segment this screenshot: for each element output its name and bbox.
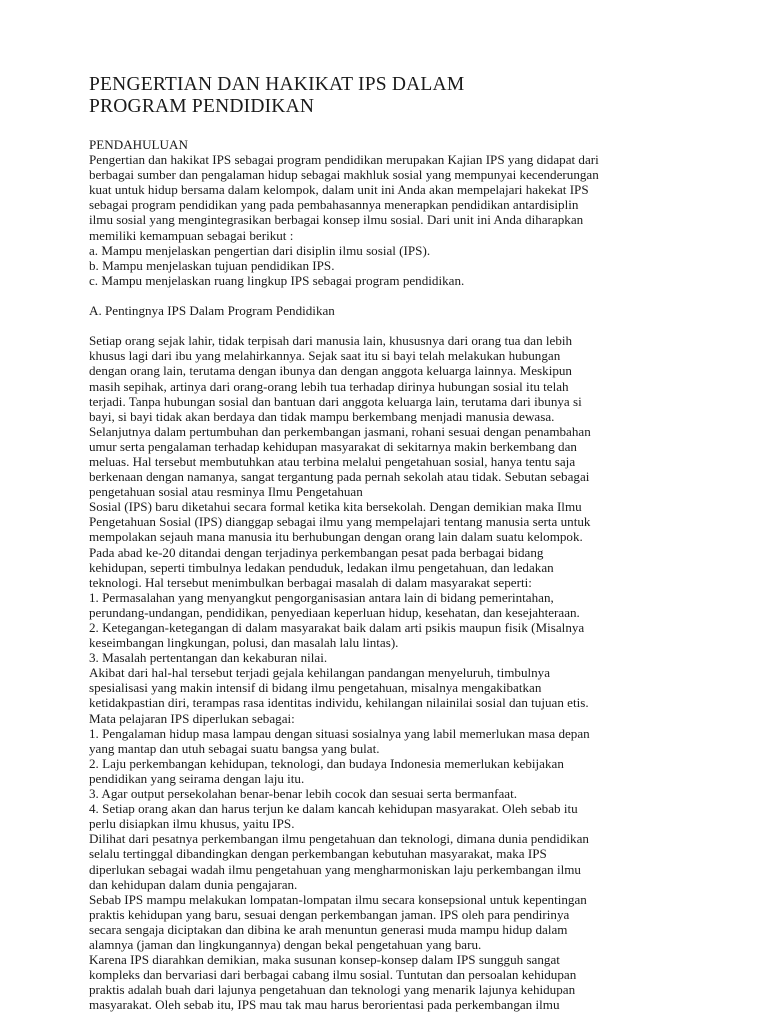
paragraph-line: spesialisasi yang makin intensif di bidang ilmu pengetahuan, misalnya mengakibatkan (89, 680, 542, 696)
numbered-item: 3. Masalah pertentangan dan kekaburan nilai. (89, 650, 328, 666)
paragraph-line: diperlukan sebagai wadah ilmu pengetahuan yang mengharmoniskan laju perkembangan ilmu (89, 861, 581, 877)
paragraph-line: masih sepihak, artinya dari orang-orang lebih tua terhadap dirinya hubungan sosial itu telah (89, 378, 569, 394)
paragraph-line: kehidupan, seperti timbulnya ledakan penduduk, ledakan ilmu pengetahuan, dan ledakan (89, 559, 554, 575)
paragraph-line: pengetahuan sosial atau resminya Ilmu Pengetahuan (89, 484, 363, 500)
paragraph-line: Setiap orang sejak lahir, tidak terpisah dari manusia lain, khususnya dari orang tua dan lebih (89, 333, 573, 349)
section-heading: PENDAHULUAN (89, 137, 188, 152)
paragraph-line: Sebab IPS mampu melakukan lompatan-lompatan ilmu secara konsepsional untuk kepentingan (89, 891, 587, 907)
paragraph-line: umur serta pengalaman terhadap kehidupan masyarakat di sekitarnya makin berkembang dan (89, 438, 577, 454)
numbered-item: 1. Pengalaman hidup masa lampau dengan situasi sosialnya yang labil memerlukan masa depan (89, 725, 590, 741)
paragraph-line: Selanjutnya dalam pertumbuhan dan perkembangan jasmani, rohani sesuai dengan penambahan (89, 423, 591, 439)
paragraph-line: khusus lagi dari ibu yang melahirkannya. Sejak saat itu si bayi telah melakukan hubungan (89, 348, 561, 364)
paragraph-line: Sosial (IPS) baru diketahui secara formal ketika kita bersekolah. Dengan demikian maka Ilmu (89, 499, 582, 515)
numbered-item: 4. Setiap orang akan dan harus terjun ke dalam kancah kehidupan masyarakat. Oleh sebab itu (89, 801, 578, 817)
paragraph-line: Pengetahuan Sosial (IPS) dianggap sebagai ilmu yang mempelajari tentang manusia serta untuk (89, 514, 591, 530)
paragraph-line: terjadi. Tanpa hubungan sosial dan bantuan dari anggota keluarga lain, terutama dari ibunya si (89, 393, 582, 409)
paragraph-line: teknologi. Hal tersebut menimbulkan berbagai masalah di dalam masyarakat seperti: (89, 574, 532, 590)
objective-item: a. Mampu menjelaskan pengertian dari disiplin ilmu sosial (IPS). (89, 242, 431, 258)
paragraph-line: Dilihat dari pesatnya perkembangan ilmu pengetahuan dan teknologi, dimana dunia pendidikan (89, 831, 589, 847)
paragraph-line: pendidikan yang seirama dengan laju itu. (89, 770, 305, 786)
paragraph-line: dengan orang lain, terutama dengan ibunya dan dengan anggota keluarga lainnya. Meskipun (89, 363, 572, 379)
paragraph-line: berkenaan dengan namanya, sangat tergantung pada pernah sekolah atau tidak. Sebutan sebagai (89, 469, 590, 485)
paragraph-line: memiliki kemampuan sebagai berikut : (89, 227, 294, 243)
paragraph-line: Mata pelajaran IPS diperlukan sebagai: (89, 710, 295, 726)
title-line: PENGERTIAN DAN HAKIKAT IPS DALAM (89, 74, 465, 95)
paragraph-line: kuat untuk hidup bersama dalam kelompok, dalam unit ini Anda akan mempelajari hakekat IPS (89, 182, 589, 198)
paragraph-line: berbagai sumber dan pengalaman hidup sebagai makhluk sosial yang mempunyai kecenderungan (89, 167, 599, 183)
document-body (89, 137, 689, 1012)
paragraph-line: Pada abad ke-20 ditandai dengan terjadinya perkembangan pesat pada berbagai bidang (89, 544, 544, 560)
paragraph-line: keseimbangan lingkungan, polusi, dan masalah lalu lintas). (89, 635, 399, 651)
document-page (89, 74, 689, 1012)
objective-item: b. Mampu menjelaskan tujuan pendidikan IPS. (89, 257, 335, 273)
paragraph-line: meluas. Hal tersebut membutuhkan atau terbina melalui pengetahuan sosial, hanya tentu saja (89, 453, 576, 469)
paragraph-line: alamnya (jaman dan lingkungannya) dengan bekal pengetahuan yang baru. (89, 936, 482, 952)
paragraph-line: Akibat dari hal-hal tersebut terjadi gejala kehilangan pandangan menyeluruh, timbulnya (89, 665, 551, 681)
paragraph-line: ketidakpastian diri, terampas rasa identitas individu, kehilangan nilainilai sosial dan tujuan etis. (89, 695, 589, 711)
paragraph-line: selalu tertinggal dibandingkan dengan perkembangan kebutuhan masyarakat, maka IPS (89, 846, 547, 862)
subsection-heading: A. Pentingnya IPS Dalam Program Pendidikan (89, 303, 335, 319)
title-line: PROGRAM PENDIDIKAN (89, 96, 315, 117)
paragraph-line: dan kehidupan dalam dunia pengajaran. (89, 876, 298, 892)
numbered-item: 2. Ketegangan-ketegangan di dalam masyarakat baik dalam arti psikis maupun fisik (Misalnya (89, 620, 585, 635)
numbered-item: 2. Laju perkembangan kehidupan, teknologi, dan budaya Indonesia memerlukan kebijakan (89, 755, 564, 771)
paragraph-line: Karena IPS diarahkan demikian, maka susunan konsep-konsep dalam IPS sungguh sangat (89, 952, 560, 968)
paragraph-line: praktis kehidupan yang baru, sesuai dengan perkembangan jaman. IPS oleh para pendirinya (89, 906, 570, 922)
paragraph-line: Pengertian dan hakikat IPS sebagai program pendidikan merupakan Kajian IPS yang didapat dari (89, 152, 599, 168)
paragraph-line: ilmu sosial yang mengintegrasikan berbagai konsep ilmu sosial. Dari unit ini Anda diharapkan (89, 212, 584, 228)
blank-line (89, 318, 689, 333)
paragraph-line: sebagai program pendidikan yang pada pembahasannya menerapkan pendidikan antardisiplin (89, 197, 579, 213)
objective-item: c. Mampu menjelaskan ruang lingkup IPS sebagai program pendidikan. (89, 272, 465, 288)
paragraph-line: masyarakat. Oleh sebab itu, IPS mau tak mau harus berorientasi pada perkembangan ilmu (89, 997, 560, 1013)
paragraph-line: bayi, si bayi tidak akan berdaya dan tidak mampu berkembang menjadi manusia dewasa. (89, 408, 555, 424)
blank-line (89, 288, 689, 303)
numbered-item: 1. Permasalahan yang menyangkut pengorganisasian antara lain di bidang pemerintahan, (89, 589, 554, 605)
paragraph-line: yang mantap dan utuh sebagai suatu bangsa yang bulat. (89, 740, 380, 756)
numbered-item: 3. Agar output persekolahan benar-benar lebih cocok dan sesuai serta bermanfaat. (89, 786, 518, 802)
paragraph-line: perlu disiapkan ilmu khusus, yaitu IPS. (89, 816, 295, 832)
document-title (89, 74, 689, 118)
paragraph-line: praktis adalah buah dari lajunya pengetahuan dan teknologi yang menarik lajunya kehidupan (89, 982, 576, 998)
paragraph-line: perundang-undangan, pendidikan, penyediaan keperluan hidup, kesehatan, dan kesejahteraan. (89, 604, 580, 620)
paragraph-line: kompleks dan bervariasi dari berbagai cabang ilmu sosial. Tuntutan dan persoalan kehidupan (89, 967, 577, 983)
paragraph-line: mempolakan sejauh mana manusia itu berhubungan dengan orang lain dalam suatu kelompok. (89, 529, 583, 545)
paragraph-line: secara sengaja diciptakan dan dibina ke arah menuntun generasi muda mampu hidup dalam (89, 921, 568, 937)
